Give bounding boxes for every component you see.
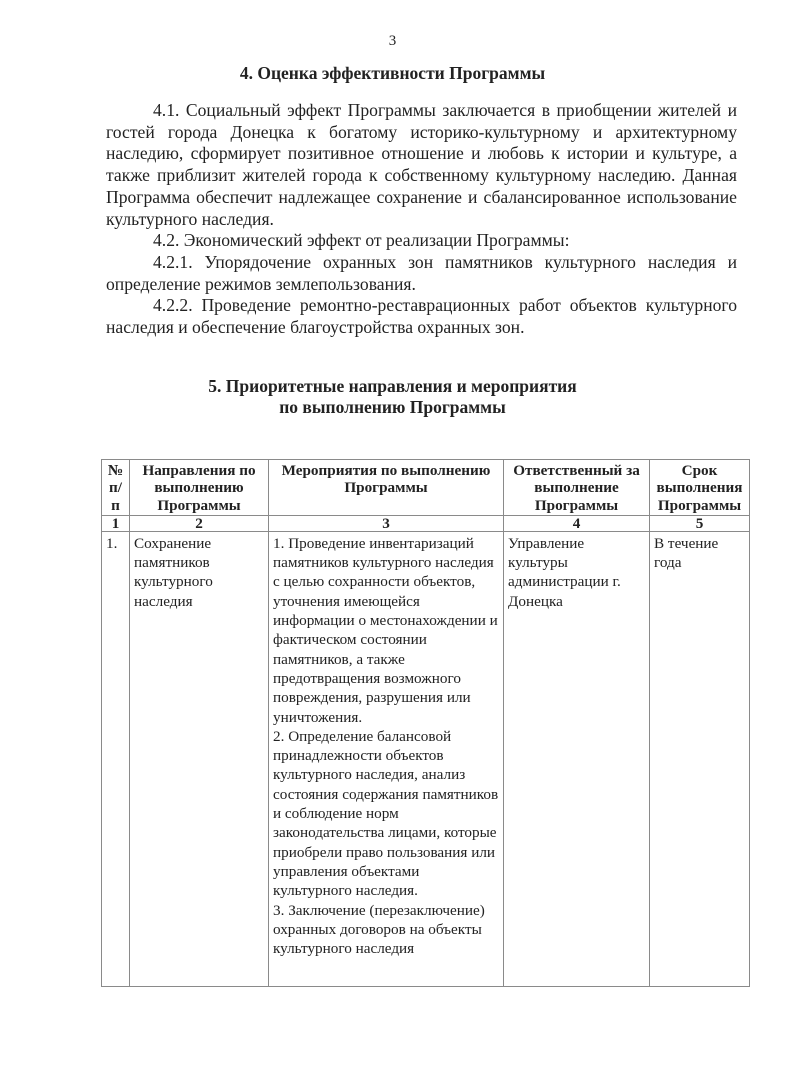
header-responsible: Ответственный за выполнение Программы (504, 460, 650, 516)
table-header-row (102, 460, 750, 516)
column-number-row (102, 515, 750, 531)
paragraph-4-2: 4.2. Экономический эффект от реализации Программы: (153, 230, 570, 251)
header-number: № п/ п (102, 460, 130, 516)
measure-item-1: 1. Проведение инвентаризаций памятников культурного наследия с целью сохранности объектов, уточнения имеющейся информации о местонахождении и фактическом состоянии памятников, а также предотвращения возможного повреждения, разрушения или уничтожения. (273, 534, 498, 726)
column-number: 4 (504, 515, 650, 531)
paragraph-4-1: 4.1. Социальный эффект Программы заключается в приобщении жителей и гостей города Донецка к богатому историко-культурному и архитектурному наследию, сформирует позитивное отношение и любовь к истории и культуре, а также приблизит жителей города к собственному культурному наследию. Данная Программа обеспечит надлежащее сохранение и сбалансированное использование культурного наследия. (106, 100, 737, 229)
header-term: Срок выполнения Программы (650, 460, 750, 516)
table-row (102, 531, 750, 986)
paragraph-4-2-2: 4.2.2. Проведение ремонтно-реставрационных работ объектов культурного наследия и обеспечение благоустройства охранных зон. (106, 295, 737, 338)
column-number: 5 (650, 515, 750, 531)
column-number: 3 (269, 515, 504, 531)
row-number: 1. (102, 531, 130, 986)
row-term: В течение года (650, 531, 750, 986)
row-measures (269, 531, 504, 986)
column-number: 1 (102, 515, 130, 531)
measure-item-2: 2. Определение балансовой принадлежности объектов культурного наследия, анализ состояния содержания памятников и соблюдение норм законодательства лицами, которые приобрели право пользования или управления объектами культурного наследия. (273, 727, 499, 900)
section-4-title: 4. Оценка эффективности Программы (239, 63, 546, 83)
row-responsible: Управление культуры администрации г. Донецка (504, 531, 650, 986)
header-direction: Направления по выполнению Программы (130, 460, 269, 516)
row-direction: Сохранение памятников культурного наследия (130, 531, 269, 986)
page-number: 3 (388, 33, 397, 49)
section-5-title (0, 376, 785, 418)
header-measures: Мероприятия по выполнению Программы (269, 460, 504, 516)
column-number: 2 (130, 515, 269, 531)
measure-item-3: 3. Заключение (перезаключение) охранных договоров на объекты культурного наследия (273, 901, 485, 958)
section-4-body (106, 100, 737, 339)
paragraph-4-2-1: 4.2.1. Упорядочение охранных зон памятников культурного наследия и определение режимов землепользования. (106, 251, 737, 294)
section-5-title-line-2: по выполнению Программы (279, 397, 506, 417)
section-5-title-line-1: 5. Приоритетные направления и мероприятия (208, 376, 577, 396)
program-measures-table (101, 459, 750, 987)
